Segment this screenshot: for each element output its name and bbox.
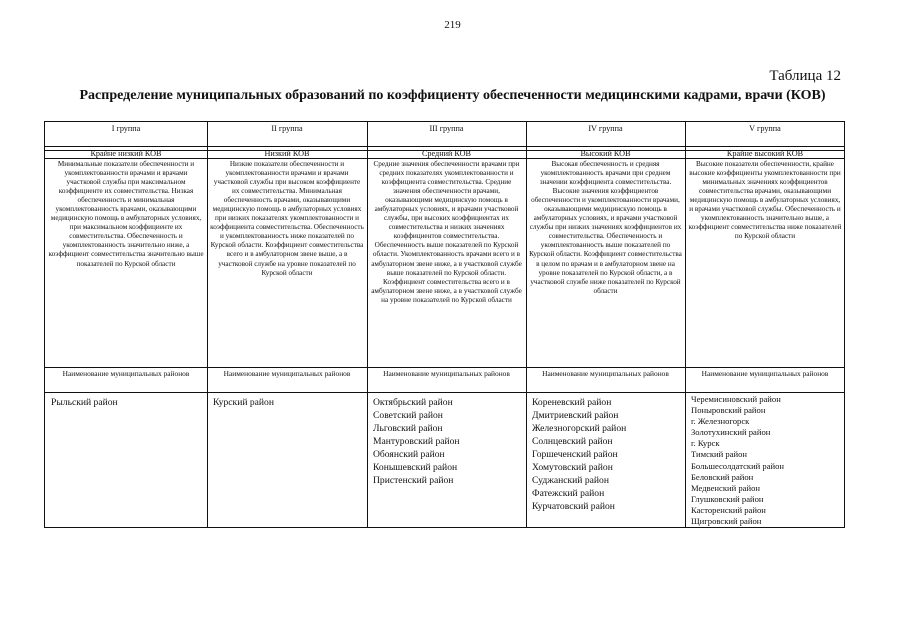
group-description-2: Низкие показатели обеспеченности и укомплектованности врачами и врачами участковой службы при высоком коэффициенте их совместительства. Минимальная обеспеченность врачами, оказывающими медицинскую помощь в амбулаторных условиях при низких показателях укомплектованности и коэффициента совместительства. Обеспеченность и укомплектованность ниже показателей по Курской области. Коэффициент совместительства всего и в амбулаторном звене выше, а в участковой службе на уровне показателей по Курской области <box>210 160 364 277</box>
district-list-2 <box>207 393 367 528</box>
list-item: Тимский район <box>691 449 748 460</box>
district-list-3 <box>367 393 526 528</box>
list-item: Большесолдатский район <box>691 460 785 471</box>
district-list-4 <box>526 393 685 528</box>
kov-label-5: Крайне высокий КОВ <box>726 149 804 158</box>
group-description-1: Минимальные показатели обеспеченности и укомплектованности врачами и врачами участковой службы при максимальном коэффициенте их совместительства. Низкая обеспеченность и минимальная укомплектованность врачами, оказывающими медицинскую помощь в амбулаторных условиях, при максимальном коэффициенте их совместительства. Обеспеченность и укомплектованность значительно ниже, а коэффициент совместительства значительно выше показателей по Курской области <box>48 160 204 268</box>
district-column-header-3: Наименование муниципальных районов <box>383 369 510 378</box>
kov-label-1: Крайне низкий КОВ <box>90 149 162 158</box>
list-item: Октябрьский район <box>373 397 453 408</box>
list-item: Суджанский район <box>532 475 609 486</box>
district-list-1 <box>45 393 207 528</box>
list-item: Пристенский район <box>373 475 454 486</box>
group-header-3: III группа <box>429 124 464 133</box>
group-header-2: II группа <box>271 124 303 133</box>
list-item: Дмитриевский район <box>532 410 619 421</box>
table-rule <box>45 146 844 147</box>
list-item: Щигровский район <box>691 516 762 527</box>
list-item: Советский район <box>373 410 443 421</box>
list-item: Золотухинский район <box>691 427 771 438</box>
district-column-header-1: Наименование муниципальных районов <box>62 369 190 378</box>
list-item: Курчатовский район <box>532 501 615 512</box>
list-item: г. Курск <box>691 438 720 449</box>
list-item: Обоянский район <box>373 449 445 460</box>
group-description-3: Средние значения обеспеченности врачами при средних показателях укомплектованности и коэффициента совместительства. Средние значения обеспеченности врачами, оказывающими медицинскую помощь в амбулаторных условиях, и врачами участковой службы, при высоких коэффициентах их совместительства и низких значениях коэффициентов совместительства. Обеспеченность выше показателей по Курской области. Укомплектованность врачами всего и в амбулаторном звене ниже, а в участковой службе выше показателей по Курской области. Коэффициент совместительства всего и в амбулаторном звене ниже, а в участковой службе на уровне показателей по Курской области <box>371 160 522 304</box>
list-item: Железногорский район <box>532 423 627 434</box>
list-item: Черемисиновский район <box>691 394 781 404</box>
list-item: Солнцевский район <box>532 436 613 447</box>
list-item: г. Железногорск <box>691 416 750 427</box>
list-item: Горшеченский район <box>532 449 618 460</box>
list-item: Фатежский район <box>532 488 605 499</box>
list-item: Хомутовский район <box>532 462 613 473</box>
district-column-header-4: Наименование муниципальных районов <box>542 369 669 378</box>
list-item: Льговский район <box>373 423 443 434</box>
group-description-5: Высокие показатели обеспеченности, крайне высокие коэффициенты укомплектованности при минимальных значениях коэффициентов совместительства врачами, оказывающими медицинскую помощь в амбулаторных условиях, и врачами участковой службы. Обеспеченность и укомплектованность значительно выше, а коэффициент совместительства ниже показателей по Курской области <box>688 160 842 241</box>
district-column-header-2: Наименование муниципальных районов <box>223 369 351 378</box>
list-item: Медвенский район <box>691 482 760 493</box>
list-item: Конышевский район <box>373 462 458 473</box>
group-header-1: I группа <box>111 124 141 133</box>
district-column-header-5: Наименование муниципальных районов <box>701 369 829 378</box>
kov-label-4: Высокий КОВ <box>580 149 631 158</box>
list-item: Курский район <box>213 397 274 408</box>
district-list-5 <box>685 393 845 528</box>
table-label: Таблица 12 <box>769 68 841 84</box>
group-description-4: Высокая обеспеченность и средняя укомплектованность врачами при среднем значении коэффициента совместительства. Высокие значения коэффициентов обеспеченности и укомплектованности врачами, оказывающими медицинскую помощь в амбулаторных условиях, и врачами участковой службы при низких значениях коэффициентов их совместительства. Обеспеченность и укомплектованность выше показателей по Курской области. Коэффициент совместительства в целом по врачам и в амбулаторном звене на уровне показателей по Курской области, а в участковой службе ниже показателей по Курской области <box>529 160 682 295</box>
list-item: Рыльский район <box>51 397 118 408</box>
list-item: Кореневский район <box>532 397 612 408</box>
group-header-4: IV группа <box>588 124 623 133</box>
group-header-5: V группа <box>749 124 781 133</box>
list-item: Поныровский район <box>691 405 766 416</box>
kov-label-3: Средний КОВ <box>421 149 472 158</box>
kov-label-2: Низкий КОВ <box>264 149 310 158</box>
list-item: Глушковский район <box>691 493 764 504</box>
list-item: Беловский район <box>691 471 754 482</box>
list-item: Мантуровский район <box>373 436 460 447</box>
list-item: Касторенский район <box>691 504 766 515</box>
distribution-table <box>44 121 845 528</box>
page-number: 219 <box>444 19 461 31</box>
document-title: Распределение муниципальных образований по коэффициенту обеспеченности медицинскими кадрами, врачи (КОВ) <box>79 88 826 103</box>
